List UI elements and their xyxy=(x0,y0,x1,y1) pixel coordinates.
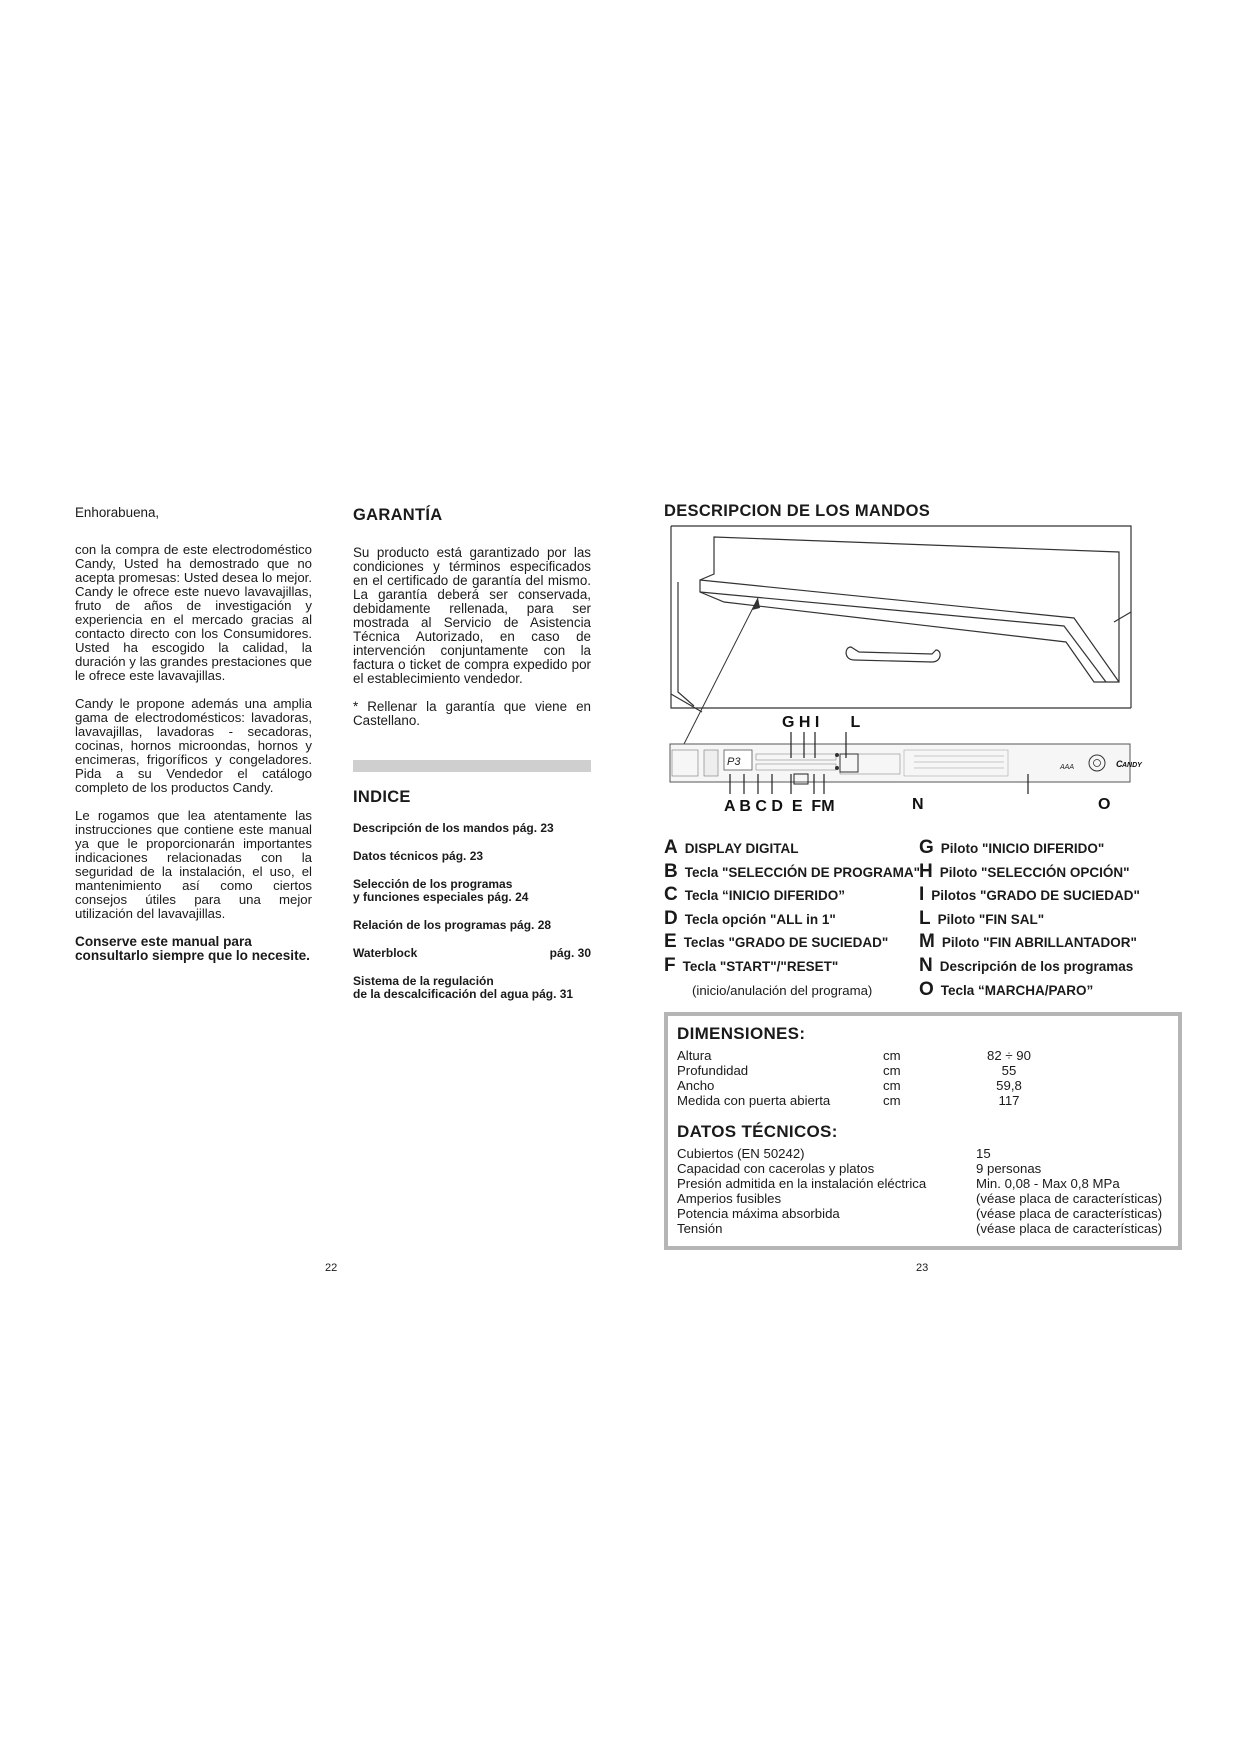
divider-bar xyxy=(353,760,591,772)
tech-value: (véase placa de características) xyxy=(976,1191,1163,1206)
legend-item-d xyxy=(664,908,919,930)
legend-text: Piloto "FIN SAL" xyxy=(937,911,1045,927)
legend-sub-text: (inicio/anulación del programa) xyxy=(692,982,873,998)
legend-item-m xyxy=(919,931,1137,953)
legend-letter: A xyxy=(664,837,678,858)
dimension-row xyxy=(677,1048,1049,1063)
warranty-note: * Rellenar la garantía que viene en Castellano. xyxy=(353,699,591,728)
legend-item-o xyxy=(919,979,1093,1001)
legend-row xyxy=(664,884,1184,908)
legend-row xyxy=(664,837,1184,861)
range-paragraph: Candy le propone además una amplia gama de electrodomésticos: lavadoras, lavavajillas, lavadoras - secadoras, cocinas, hornos microondas, hornos y encimeras, frigoríficos y congeladores. Pida a su Vendedor el catálogo completo de los productos Candy. xyxy=(75,696,312,795)
legend-item-h xyxy=(919,861,1130,883)
legend-item-l xyxy=(919,908,1044,930)
dimension-label: Profundidad xyxy=(677,1063,749,1078)
tech-value: Min. 0,08 - Max 0,8 MPa xyxy=(976,1176,1120,1191)
legend-letter: C xyxy=(664,884,678,906)
intro-paragraph: con la compra de este electrodoméstico Candy, Usted ha demostrado que no acepta promesas: Usted desea lo mejor. Candy le ofrece este nuevo lavavajillas, fruto de años de investigación y experiencia en el mercado gracias al contacto directo con los Consumidores. Usted ha escogido la calidad, la duración y las grandes prestaciones que le ofrece este lavavajillas. xyxy=(75,542,312,683)
index-item-page: pág. 30 xyxy=(549,946,591,960)
legend-item-n xyxy=(919,955,1133,977)
legend-letter: E xyxy=(664,931,677,953)
dimension-value: 55 xyxy=(1001,1063,1017,1078)
legend-text: Tecla “MARCHA/PARO” xyxy=(940,982,1094,998)
legend-text: Tecla "SELECCIÓN DE PROGRAMA" xyxy=(684,864,921,880)
tech-value: 15 xyxy=(976,1146,991,1161)
legend-item-a xyxy=(664,837,919,859)
tech-value: (véase placa de características) xyxy=(976,1221,1163,1236)
index-item xyxy=(353,850,591,863)
dimension-value: 59,8 xyxy=(996,1078,1022,1093)
intro-column xyxy=(75,506,312,963)
legend-text: DISPLAY DIGITAL xyxy=(684,841,799,856)
door-outline xyxy=(671,526,1131,712)
brand-logo: C xyxy=(1116,759,1123,769)
greeting: Enhorabuena, xyxy=(75,505,160,520)
instructions-paragraph: Le rogamos que lea atentamente las instrucciones que contiene este manual ya que le proporcionarán importantes indicaciones relacionadas con la seguridad de la instalación, el uso, el mantenimiento así como ciertos consejos útiles para una mejor utilización del lavavajillas. xyxy=(75,808,312,921)
dimension-row xyxy=(677,1093,1049,1108)
dimension-unit: cm xyxy=(883,1048,901,1063)
legend-row xyxy=(664,955,1184,979)
dishwasher-diagram xyxy=(664,522,1184,832)
legend-sub xyxy=(664,982,919,998)
index-item-text: Waterblock xyxy=(353,946,418,960)
tech-label: Potencia máxima absorbida xyxy=(677,1206,840,1221)
label-n: N xyxy=(912,796,924,813)
legend-letter: L xyxy=(919,907,931,929)
index-item-text: Datos técnicos pág. 23 xyxy=(353,849,484,863)
legend-item-f xyxy=(664,955,919,977)
svg-text:AAA: AAA xyxy=(1060,764,1075,771)
index-item-text: Descripción de los mandos pág. 23 xyxy=(353,821,554,835)
legend-text: Teclas "GRADO DE SUCIEDAD" xyxy=(683,935,889,951)
legend-letter: G xyxy=(919,837,934,858)
legend-item-g xyxy=(919,837,1104,859)
legend-letter: O xyxy=(919,978,934,1000)
tech-label: Presión admitida en la instalación eléctrica xyxy=(677,1176,927,1191)
label-ghi-l: G H I L xyxy=(782,714,861,731)
legend-row xyxy=(664,861,1184,885)
dimension-label: Altura xyxy=(677,1048,712,1063)
legend-item-i xyxy=(919,884,1140,906)
svg-text:P3: P3 xyxy=(727,756,741,768)
legend-row xyxy=(664,979,1184,1003)
legend-row xyxy=(664,908,1184,932)
pointer-line xyxy=(684,598,758,744)
tech-label: Cubiertos (EN 50242) xyxy=(677,1146,805,1161)
tech-row xyxy=(677,1191,1162,1206)
controls-title: DESCRIPCION DE LOS MANDOS xyxy=(664,502,931,520)
controls-column xyxy=(664,502,1184,1000)
legend-text: Tecla opción "ALL in 1" xyxy=(684,911,836,927)
legend-letter: H xyxy=(919,860,933,882)
specs-box xyxy=(664,1012,1182,1250)
dimension-unit: cm xyxy=(883,1063,901,1078)
tech-row xyxy=(677,1176,1162,1191)
warranty-title: GARANTÍA xyxy=(353,506,443,524)
dimensions-table xyxy=(677,1048,1049,1108)
index-item xyxy=(353,975,591,1001)
dimension-label: Ancho xyxy=(677,1078,715,1093)
svg-text:ANDY: ANDY xyxy=(1122,762,1142,769)
label-o: O xyxy=(1098,796,1111,813)
legend-text: Tecla “INICIO DIFERIDO” xyxy=(684,888,846,904)
tech-value: (véase placa de características) xyxy=(976,1206,1163,1221)
dimension-unit: cm xyxy=(883,1078,901,1093)
index-item-text: Relación de los programas pág. 28 xyxy=(353,918,552,932)
dimension-value: 82 ÷ 90 xyxy=(987,1048,1031,1063)
dimension-value: 117 xyxy=(998,1093,1020,1108)
control-panel xyxy=(670,744,1143,782)
legend-text: Piloto "SELECCIÓN OPCIÓN" xyxy=(939,864,1130,880)
dimensions-title: DIMENSIONES: xyxy=(677,1024,806,1043)
tech-row xyxy=(677,1146,1162,1161)
legend-text: Tecla "START"/"RESET" xyxy=(682,958,839,974)
keep-manual-note: Conserve este manual para consultarlo siempre que lo necesite. xyxy=(75,934,310,963)
legend-text: Pilotos "GRADO DE SUCIEDAD" xyxy=(931,888,1140,904)
legend-item-e xyxy=(664,931,919,953)
index-item-text: Sistema de la regulación de la descalcificación del agua pág. 31 xyxy=(353,974,574,1001)
dimension-unit: cm xyxy=(883,1093,901,1108)
tech-label: Capacidad con cacerolas y platos xyxy=(677,1161,875,1176)
page-number-right: 23 xyxy=(916,1262,929,1274)
legend-letter: M xyxy=(919,931,935,953)
legend-row xyxy=(664,931,1184,955)
label-abcdefm: A B C D E FM xyxy=(724,798,835,815)
index-item-text: Selección de los programas y funciones especiales pág. 24 xyxy=(353,877,529,904)
warranty-paragraph: Su producto está garantizado por las condiciones y términos especificados en el certificado de garantía del mismo. La garantía deberá ser conservada, debidamente rellenada, para ser mostrada al Servicio de Asistencia Técnica Autorizado, en caso de intervención conjuntamente con la factura o ticket de compra expedido por el establecimiento vendedor. xyxy=(353,545,591,686)
legend-letter: I xyxy=(919,884,925,906)
legend-letter: D xyxy=(664,907,678,929)
legend-letter: N xyxy=(919,954,933,976)
tech-label: Amperios fusibles xyxy=(677,1191,782,1206)
index-title: INDICE xyxy=(353,788,411,806)
warranty-column xyxy=(353,506,591,1001)
legend-letter: F xyxy=(664,954,676,976)
page-number-left: 22 xyxy=(325,1262,338,1274)
dimension-row xyxy=(677,1078,1049,1093)
tech-value: 9 personas xyxy=(976,1161,1042,1176)
dimension-row xyxy=(677,1063,1049,1078)
legend-letter: B xyxy=(664,860,678,882)
index-list xyxy=(353,822,591,1001)
tech-title: DATOS TÉCNICOS: xyxy=(677,1122,838,1141)
tech-row xyxy=(677,1161,1162,1176)
legend-item-c xyxy=(664,884,919,906)
index-item xyxy=(353,822,591,835)
tech-table xyxy=(677,1146,1162,1236)
index-item xyxy=(353,878,591,904)
legend-text: Piloto "FIN ABRILLANTADOR" xyxy=(941,935,1137,951)
legend-text: Descripción de los programas xyxy=(939,958,1134,974)
legend-item-b xyxy=(664,861,919,883)
index-item xyxy=(353,919,591,932)
legend-text: Piloto "INICIO DIFERIDO" xyxy=(940,841,1105,856)
controls-legend xyxy=(664,837,1184,1002)
tech-label: Tensión xyxy=(677,1221,723,1236)
tech-row xyxy=(677,1206,1162,1221)
dimension-label: Medida con puerta abierta xyxy=(677,1093,831,1108)
index-item xyxy=(353,947,591,960)
tech-row xyxy=(677,1221,1162,1236)
